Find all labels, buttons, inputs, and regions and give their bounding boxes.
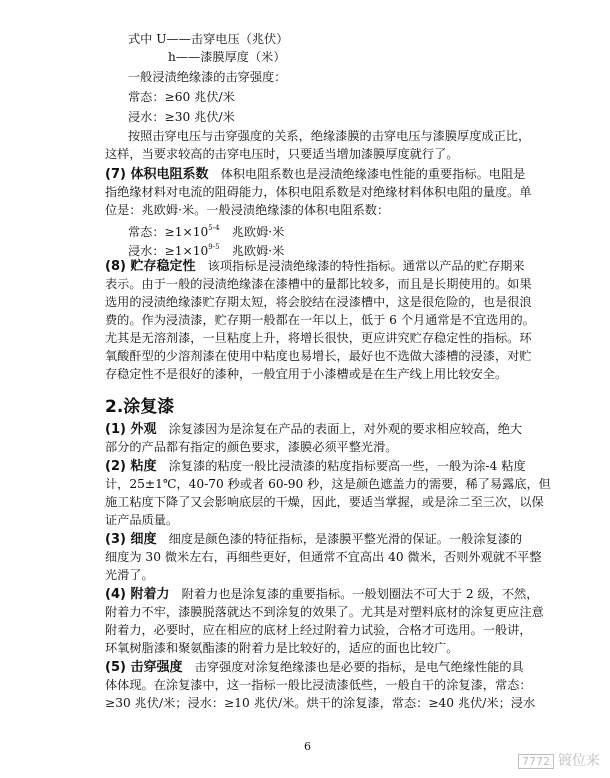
line-text: 常态：≥1×10	[128, 225, 209, 239]
subsection-heading: (7) 体积电阻系数	[105, 167, 209, 182]
line-text: 该项指标是浸渍绝缘漆的特性指标。通常以产品的贮存期来	[195, 259, 525, 273]
watermark-text: 镀位来	[558, 753, 600, 769]
text-line	[105, 365, 507, 383]
text-line	[105, 566, 154, 584]
text-line	[105, 145, 458, 163]
line-text: 击穿强度对涂复绝缘漆也是必要的指标，是电气绝缘性能的具	[182, 660, 524, 674]
page-number: 6	[304, 740, 311, 753]
line-text: 表示。由于一般的浸渍绝缘漆在漆槽中的量都比较多，而且是长期使用的。如果	[105, 277, 532, 291]
text-line	[105, 548, 542, 566]
text-line	[128, 88, 235, 106]
line-text: 氧酸酐型的少溶剂漆在使用中粘度也易增长，最好也不选做大漆槽的浸漆，对贮	[105, 349, 532, 363]
text-line	[105, 293, 532, 311]
text-line	[105, 201, 389, 219]
line-text: 这样，当要求较高的击穿电压时，只要适当增加漆膜厚度就行了。	[105, 147, 459, 161]
line-text: 尤其是无溶剂漆，一旦粘度上升，将增长很快，更应讲究贮存稳定性的指标。环	[105, 331, 532, 345]
text-line	[105, 311, 535, 329]
unit-text: 兆欧姆·米	[219, 244, 285, 258]
line-text: 存稳定性不是很好的漆种，一般宜用于小漆槽或是在生产线上用比较安全。	[105, 367, 508, 381]
text-line	[105, 511, 178, 529]
line-text: 一般浸渍绝缘漆的击穿强度：	[128, 70, 287, 84]
line-text: 计，25±1℃，40-70 秒或者 60-90 秒，这是颜色遮盖力的需要，稀了易露底，但	[105, 477, 551, 491]
line-text: ≥30 兆伏/米；浸水：≥10 兆伏/米。烘干的涂复漆，常态：≥40 兆伏/米；浸水	[105, 696, 536, 710]
text-line	[105, 329, 532, 347]
subsection-heading: (1) 外观	[105, 422, 157, 437]
text-line	[105, 530, 522, 549]
line-text: 证产品质量。	[105, 513, 179, 527]
text-line	[105, 603, 544, 621]
subsection-heading: (3) 细度	[105, 532, 157, 547]
line-text: 费的。作为浸渍漆，贮存期一般都在一年以上，低于 6 个月通常是不宜选用的。	[105, 313, 535, 327]
line-text: 部分的产品都有指定的颜色要求，漆膜必须平整光滑。	[105, 440, 398, 454]
text-line	[105, 257, 525, 276]
line-text: 附着力也是涂复漆的重要指标。一般划圈法不可大于 2 级，不然，	[169, 587, 539, 601]
text-line	[105, 621, 532, 639]
line-text: 指绝缘材料对电流的阻碍能力，体积电阻系数是对绝缘材料体积电阻的量度。单	[105, 185, 532, 199]
text-line	[105, 658, 524, 677]
line-text: 式中 U——击穿电压（兆伏）	[128, 32, 289, 46]
section-title: 2.涂复漆	[105, 397, 175, 417]
text-line	[105, 438, 398, 456]
line-text: 按照击穿电压与击穿强度的关系，绝缘漆膜的击穿电压与漆膜厚度成正比，	[128, 129, 531, 143]
line-text: 环氧树脂漆和聚氨酯漆的附着力是比较好的，适应的面也比较广。	[105, 641, 459, 655]
text-line	[105, 493, 544, 511]
exponent: 9-5	[208, 243, 220, 251]
line-text: 光滑了。	[105, 568, 154, 582]
watermark	[518, 750, 600, 770]
text-line	[105, 457, 526, 476]
text-line	[105, 585, 538, 604]
line-text: 细度是颜色漆的特征指标，是漆膜平整光滑的保证。一般涂复漆的	[156, 532, 523, 546]
line-text: 常态：≥60 兆伏/米	[128, 90, 235, 104]
unit-text: 兆欧姆·米	[219, 225, 285, 239]
line-text: 涂复漆的粘度一般比浸渍漆的粘度指标要高一些，一般为涂-4 粘度	[156, 459, 526, 473]
exponent: 5-4	[208, 224, 220, 232]
text-line	[105, 420, 522, 439]
text-line	[105, 475, 551, 493]
text-line	[105, 183, 532, 201]
text-line	[128, 108, 235, 126]
watermark-box: 7772	[518, 754, 554, 769]
line-text: h——漆膜厚度（米）	[168, 50, 286, 64]
line-text: 施工粘度下降了又会影响底层的干燥，因此，要适当掌握，或是涂二至三次，以保	[105, 495, 544, 509]
subsection-heading: (8) 贮存稳定性	[105, 259, 196, 274]
line-text: 浸水：≥30 兆伏/米	[128, 110, 235, 124]
line-text: 体体现。在涂复漆中，这一指标一般比浸渍漆低些，一般自干的涂复漆，常态：	[105, 678, 532, 692]
text-line	[105, 347, 532, 365]
text-line	[105, 694, 535, 712]
text-line	[168, 48, 286, 66]
line-text: 选用的浸渍绝缘漆贮存期太短，将会胶结在浸漆槽中，这是很危险的，也是很浪	[105, 295, 532, 309]
text-line	[128, 127, 530, 145]
line-text: 涂复漆因为是涂复在产品的表面上，对外观的要求相应较高，绝大	[156, 422, 523, 436]
line-text: 浸水：≥1×10	[128, 244, 209, 258]
line-text: 细度为 30 微米左右，再细些更好，但通常不宜高出 40 微米，否则外观就不平整	[105, 550, 542, 564]
subsection-heading: (2) 粘度	[105, 459, 157, 474]
subsection-heading: (5) 击穿强度	[105, 660, 183, 675]
subsection-heading: (4) 附着力	[105, 587, 170, 602]
text-line	[128, 30, 288, 48]
line-text: 位是：兆欧姆·米。一般浸渍绝缘漆的体积电阻系数：	[105, 203, 390, 217]
text-line	[105, 639, 458, 657]
line-text: 附着力，必要时，应在相应的底材上经过附着力试验，合格才可选用。一般讲，	[105, 623, 532, 637]
line-text: 体积电阻系数也是浸渍绝缘漆电性能的重要指标。电阻是	[208, 167, 526, 181]
text-line	[105, 165, 525, 184]
text-line	[105, 676, 532, 694]
line-text: 附着力不牢，漆膜脱落就达不到涂复的效果了。尤其是对塑料底材的涂复更应注意	[105, 605, 544, 619]
text-line	[105, 275, 532, 293]
text-line	[128, 68, 286, 86]
